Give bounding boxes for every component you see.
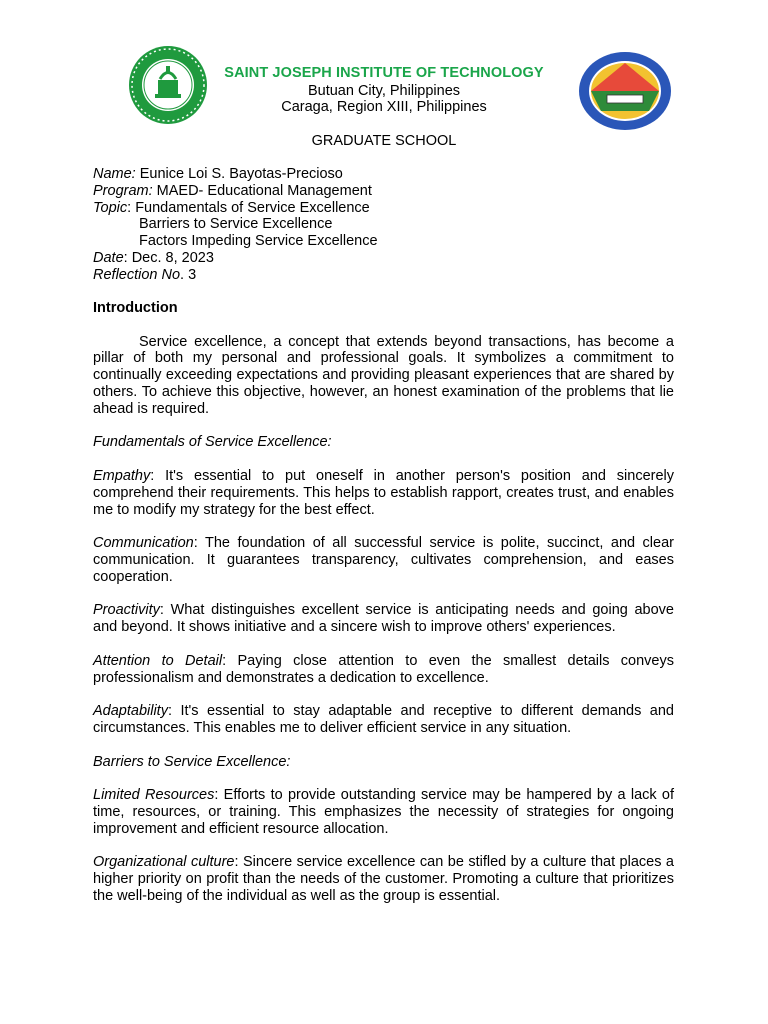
institution-name: SAINT JOSEPH INSTITUTE OF TECHNOLOGY [224, 65, 544, 81]
program-value: MAED- Educational Management [152, 182, 372, 199]
topic-line-3: Factors Impeding Service Excellence [139, 233, 378, 250]
date-line [93, 250, 378, 267]
limited-resources-text: : Efforts to provide outstanding service may be hampered by a lack of time, resources, or training. This emphasizes the necessity of strategies for ongoing improvement and efficient resource allocation. [93, 787, 675, 837]
institution-city: Butuan City, Philippines [307, 83, 461, 99]
program-line [93, 183, 378, 200]
attention-term: Attention to Detail [93, 652, 223, 669]
topic-line-2: Barriers to Service Excellence [139, 216, 333, 233]
organizational-culture-paragraph [93, 854, 674, 904]
institution-region: Caraga, Region XIII, Philippines [281, 99, 487, 115]
name-label: Name: [93, 166, 136, 182]
topic-value: : Fundamentals of Service Excellence [127, 199, 370, 216]
date-label: Date [93, 249, 124, 266]
program-label: Program: [93, 182, 153, 199]
communication-term: Communication [93, 535, 194, 552]
reflection-line [93, 267, 378, 284]
fundamentals-heading: Fundamentals of Service Excellence: [93, 434, 332, 451]
empathy-text: : It's essential to put oneself in another person's position and sincerely comprehend their requirements. This helps to establish rapport, creates trust, and enables me to modify my strategy for the best effect. [93, 467, 674, 518]
communication-text: : The foundation of all successful service is polite, succinct, and clear communication. It guarantees transparency, cultivates comprehension, and eases cooperation. [93, 535, 674, 585]
empathy-paragraph [93, 468, 674, 518]
limited-resources-paragraph [93, 787, 674, 837]
reflection-label: Reflection No [93, 266, 181, 283]
graduate-school-seal-logo [577, 51, 673, 131]
proactivity-paragraph [93, 602, 674, 636]
attention-paragraph [93, 653, 674, 687]
proactivity-term: Proactivity [93, 602, 160, 619]
adaptability-paragraph [93, 703, 674, 737]
topic-label: Topic [93, 199, 128, 216]
name-line [93, 166, 378, 183]
limited-resources-term: Limited Resources [93, 787, 215, 804]
introduction-heading: Introduction [93, 300, 178, 316]
topic-line [93, 200, 378, 217]
adaptability-term: Adaptability [93, 703, 168, 720]
organizational-culture-term: Organizational culture [93, 854, 235, 871]
info-block [93, 166, 378, 284]
document-body [93, 300, 674, 921]
barriers-heading: Barriers to Service Excellence: [93, 753, 291, 770]
communication-paragraph [93, 535, 674, 585]
introduction-paragraph: Service excellence, a concept that extends beyond transactions, has become a pillar of both my personal and professional goals. It symbolizes a commitment to continually exceeding expectations and providing pleasant experiences that are shared by others. To achieve this objective, however, an honest examination of the problems that lie ahead is required. [93, 333, 674, 417]
organizational-culture-text: : Sincere service excellence can be stifled by a culture that places a higher priority on profit than the needs of the customer. Promoting a culture that prioritizes the well-being of the individual as well as the group is essential. [93, 854, 674, 904]
reflection-value: . 3 [180, 266, 197, 283]
adaptability-text: : It's essential to stay adaptable and receptive to different demands and circumstances. This enables me to deliver efficient service in any situation. [93, 703, 674, 736]
date-value: : Dec. 8, 2023 [123, 249, 214, 266]
proactivity-text: : What distinguishes excellent service is anticipating needs and going above and beyond. It shows initiative and a sincere wish to improve others' experiences. [93, 602, 674, 636]
graduate-school-heading: GRADUATE SCHOOL [311, 133, 457, 149]
attention-text: : Paying close attention to even the smallest details conveys professionalism and demonstrates a dedication to excellence. [93, 652, 674, 686]
empathy-term: Empathy [93, 467, 151, 484]
name-value: Eunice Loi S. Bayotas-Precioso [135, 166, 343, 182]
